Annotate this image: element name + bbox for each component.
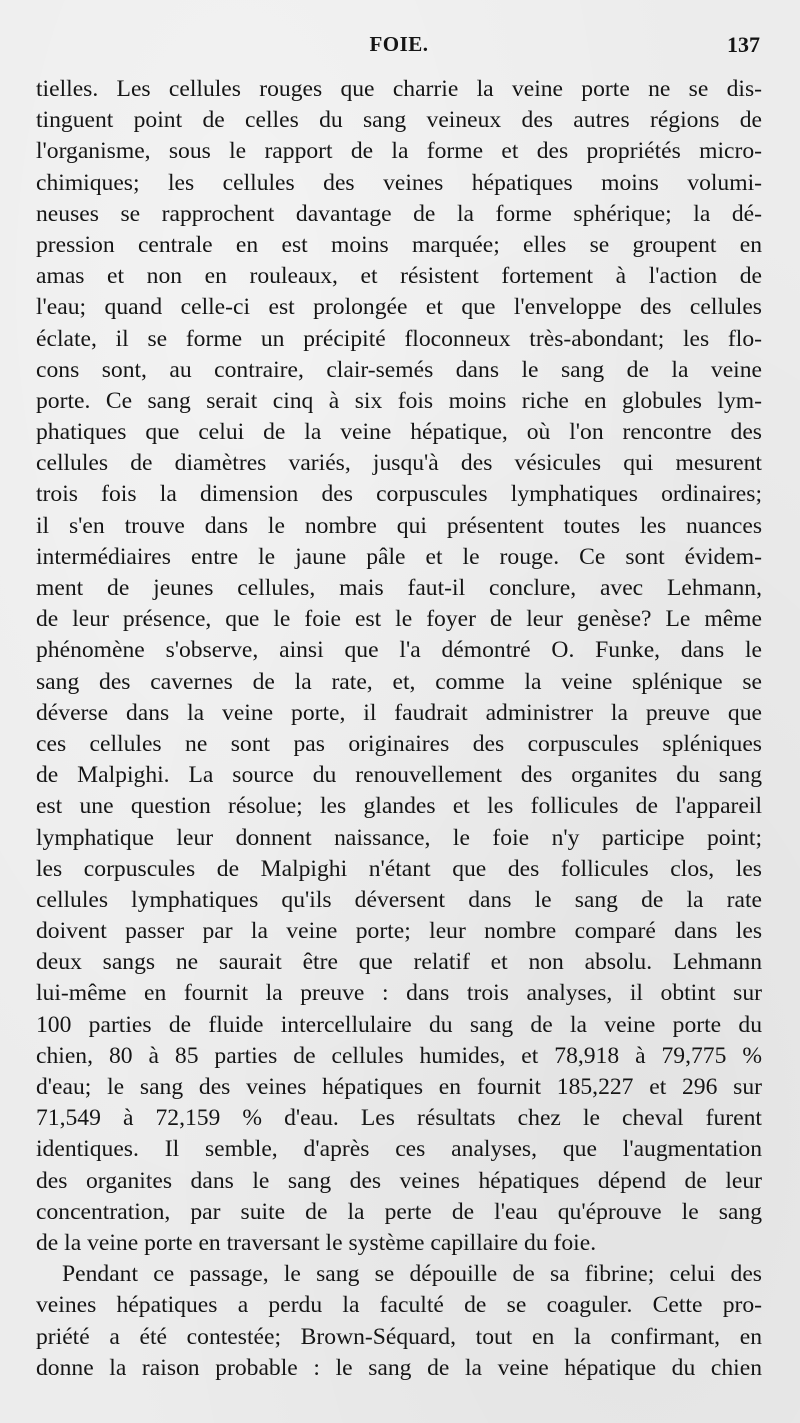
body-text [36,74,762,1384]
text-line: identiques. Il semble, d'après ces analyses, que l'augmentation [36,1136,762,1163]
running-header [36,32,762,62]
text-line: il s'en trouve dans le nombre qui présentent toutes les nuances [36,512,762,539]
text-line: cons sont, au contraire, clair-semés dans le sang de la veine [36,356,762,383]
text-line: lymphatique leur donnent naissance, le foie n'y participe point; [36,824,762,851]
text-line: est une question résolue; les glandes et les follicules de l'appareil [36,793,762,820]
text-line: l'organisme, sous le rapport de la forme et des propriétés micro- [36,138,762,165]
text-line: phatiques que celui de la veine hépatique, où l'on rencontre des [36,419,762,446]
text-line: ment de jeunes cellules, mais faut-il conclure, avec Lehmann, [36,575,762,601]
text-line: donne la raison probable : le sang de la veine hépatique du chien [36,1354,762,1381]
text-line: tielles. Les cellules rouges que charrie la veine porte ne se dis- [36,76,762,102]
text-line: amas et non en rouleaux, et résistent fortement à l'action de [36,263,762,290]
text-line: déverse dans la veine porte, il faudrait administrer la preuve que [36,699,762,726]
text-line: des organites dans le sang des veines hépatiques dépend de leur [36,1167,762,1194]
text-line: trois fois la dimension des corpuscules lymphatiques ordinaires; [36,481,762,508]
text-line: doivent passer par la veine porte; leur nombre comparé dans les [36,918,762,945]
text-line: cellules de diamètres variés, jusqu'à des vésicules qui mesurent [36,450,762,477]
text-line: Pendant ce passage, le sang se dépouille de sa fibrine; celui des [62,1261,762,1288]
text-line: sang des cavernes de la rate, et, comme la veine splénique se [36,668,762,695]
text-line: de la veine porte en traversant le système capillaire du foie. [36,1229,597,1256]
text-line: lui-même en fournit la preuve : dans trois analyses, il obtint sur [36,980,762,1007]
text-line: priété a été contestée; Brown-Séquard, tout en la confirmant, en [36,1323,762,1350]
text-line: concentration, par suite de la perte de l'eau qu'éprouve le sang [36,1198,762,1225]
text-line: les corpuscules de Malpighi n'étant que des follicules clos, les [36,855,762,882]
text-line: 71,549 à 72,159 % d'eau. Les résultats chez le cheval furent [36,1105,762,1132]
text-line: veines hépatiques a perdu la faculté de se coaguler. Cette pro- [36,1292,762,1319]
text-line: l'eau; quand celle-ci est prolongée et que l'enveloppe des cellules [36,294,762,321]
text-line: intermédiaires entre le jaune pâle et le rouge. Ce sont évidem- [36,543,762,570]
text-line: de leur présence, que le foie est le foyer de leur genèse? Le même [36,606,762,633]
text-line: d'eau; le sang des veines hépatiques en fournit 185,227 et 296 sur [36,1074,762,1100]
text-line: ces cellules ne sont pas originaires des corpuscules spléniques [36,730,762,757]
running-title: FOIE. [369,32,429,56]
text-line: cellules lymphatiques qu'ils déversent dans le sang de la rate [36,886,762,913]
text-line: neuses se rapprochent davantage de la forme sphérique; la dé- [36,200,762,227]
text-line: chimiques; les cellules des veines hépatiques moins volumi- [36,169,762,196]
text-line: éclate, il se forme un précipité floconneux très-abondant; les flo- [36,325,762,352]
text-line: deux sangs ne saurait être que relatif et non absolu. Lehmann [36,949,762,976]
text-line: 100 parties de fluide intercellulaire du sang de la veine porte du [36,1011,762,1038]
text-line: pression centrale en est moins marquée; elles se groupent en [36,231,762,258]
text-line: chien, 80 à 85 parties de cellules humides, et 78,918 à 79,775 % [36,1042,762,1069]
text-line: tinguent point de celles du sang veineux des autres régions de [36,107,762,134]
text-line: de Malpighi. La source du renouvellement des organites du sang [36,762,762,789]
text-line: phénomène s'observe, ainsi que l'a démontré O. Funke, dans le [36,637,762,664]
page-number: 137 [727,32,760,57]
text-line: porte. Ce sang serait cinq à six fois moins riche en globules lym- [36,387,762,414]
